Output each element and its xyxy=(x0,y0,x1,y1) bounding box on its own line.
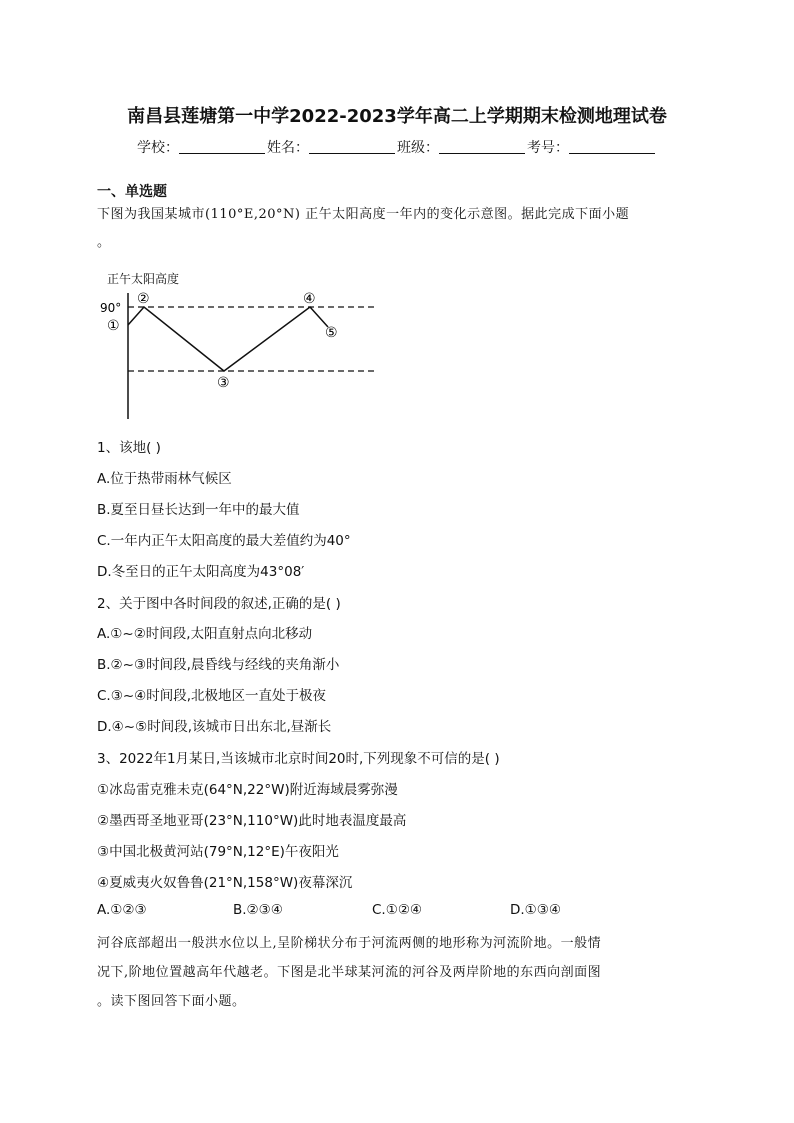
exam-number-blank[interactable] xyxy=(569,139,655,154)
question-3-item-1: ①冰岛雷克雅未克(64°N,22°W)附近海域晨雾弥漫 xyxy=(97,782,398,798)
intro-paragraph-1-line-1: 下图为我国某城市(110°E,20°N) 正午太阳高度一年内的变化示意图。据此完成下面小题 xyxy=(97,207,630,222)
question-2-option-d[interactable]: D.④~⑤时间段,该城市日出东北,昼渐长 xyxy=(97,719,332,735)
question-2-option-b[interactable]: B.②~③时间段,晨昏线与经线的夹角渐小 xyxy=(97,657,340,673)
chart-title: 正午太阳高度 xyxy=(107,272,180,286)
sun-altitude-curve xyxy=(128,307,328,371)
exam-number-label: 考号： xyxy=(527,140,569,156)
school-label: 学校： xyxy=(137,140,179,156)
marker-2: ② xyxy=(137,291,150,307)
question-3-option-b[interactable]: B.②③④ xyxy=(233,902,283,918)
question-3-option-a[interactable]: A.①②③ xyxy=(97,902,147,918)
name-blank[interactable] xyxy=(309,139,395,154)
question-3-item-3: ③中国北极黄河站(79°N,12°E)午夜阳光 xyxy=(97,844,339,860)
student-info-row xyxy=(0,137,794,157)
name-label: 姓名： xyxy=(267,140,309,156)
question-2-option-a[interactable]: A.①~②时间段,太阳直射点向北移动 xyxy=(97,626,313,642)
question-1-option-b[interactable]: B.夏至日昼长达到一年中的最大值 xyxy=(97,502,300,518)
question-2-stem: 2、关于图中各时间段的叙述,正确的是( ) xyxy=(97,596,341,612)
question-3-option-c[interactable]: C.①②④ xyxy=(372,902,423,918)
intro-paragraph-2-line-1: 河谷底部超出一般洪水位以上,呈阶梯状分布于河流两侧的地形称为河流阶地。一般情 xyxy=(97,936,602,951)
page-title: 南昌县莲塘第一中学2022-2023学年高二上学期期末检测地理试卷 xyxy=(127,106,667,127)
class-label: 班级： xyxy=(397,140,439,156)
question-3-option-d[interactable]: D.①③④ xyxy=(510,902,561,918)
question-1-option-c[interactable]: C.一年内正午太阳高度的最大差值约为40° xyxy=(97,533,351,549)
question-1-stem: 1、该地( ) xyxy=(97,440,161,456)
question-3-stem: 3、2022年1月某日,当该城市北京时间20时,下列现象不可信的是( ) xyxy=(97,751,500,767)
y-axis-label-90: 90° xyxy=(100,301,122,315)
school-blank[interactable] xyxy=(179,139,265,154)
question-2-option-c[interactable]: C.③~④时间段,北极地区一直处于极夜 xyxy=(97,688,327,704)
question-3-item-2: ②墨西哥圣地亚哥(23°N,110°W)此时地表温度最高 xyxy=(97,813,407,829)
question-1-option-d[interactable]: D.冬至日的正午太阳高度为43°08′ xyxy=(97,564,305,580)
marker-5: ⑤ xyxy=(325,325,338,341)
class-blank[interactable] xyxy=(439,139,525,154)
sun-altitude-figure xyxy=(96,285,396,425)
intro-paragraph-1-line-2: 。 xyxy=(97,235,111,250)
question-3-item-4: ④夏威夷火奴鲁鲁(21°N,158°W)夜幕深沉 xyxy=(97,875,353,891)
question-1-option-a[interactable]: A.位于热带雨林气候区 xyxy=(97,471,232,487)
marker-3: ③ xyxy=(217,375,230,391)
intro-paragraph-2-line-3: 。读下图回答下面小题。 xyxy=(97,994,246,1009)
intro-paragraph-2-line-2: 况下,阶地位置越高年代越老。下图是北半球某河流的河谷及两岸阶地的东西向剖面图 xyxy=(97,965,602,980)
section-heading: 一、单选题 xyxy=(97,184,167,200)
marker-1: ① xyxy=(107,318,120,334)
marker-4: ④ xyxy=(303,291,316,307)
